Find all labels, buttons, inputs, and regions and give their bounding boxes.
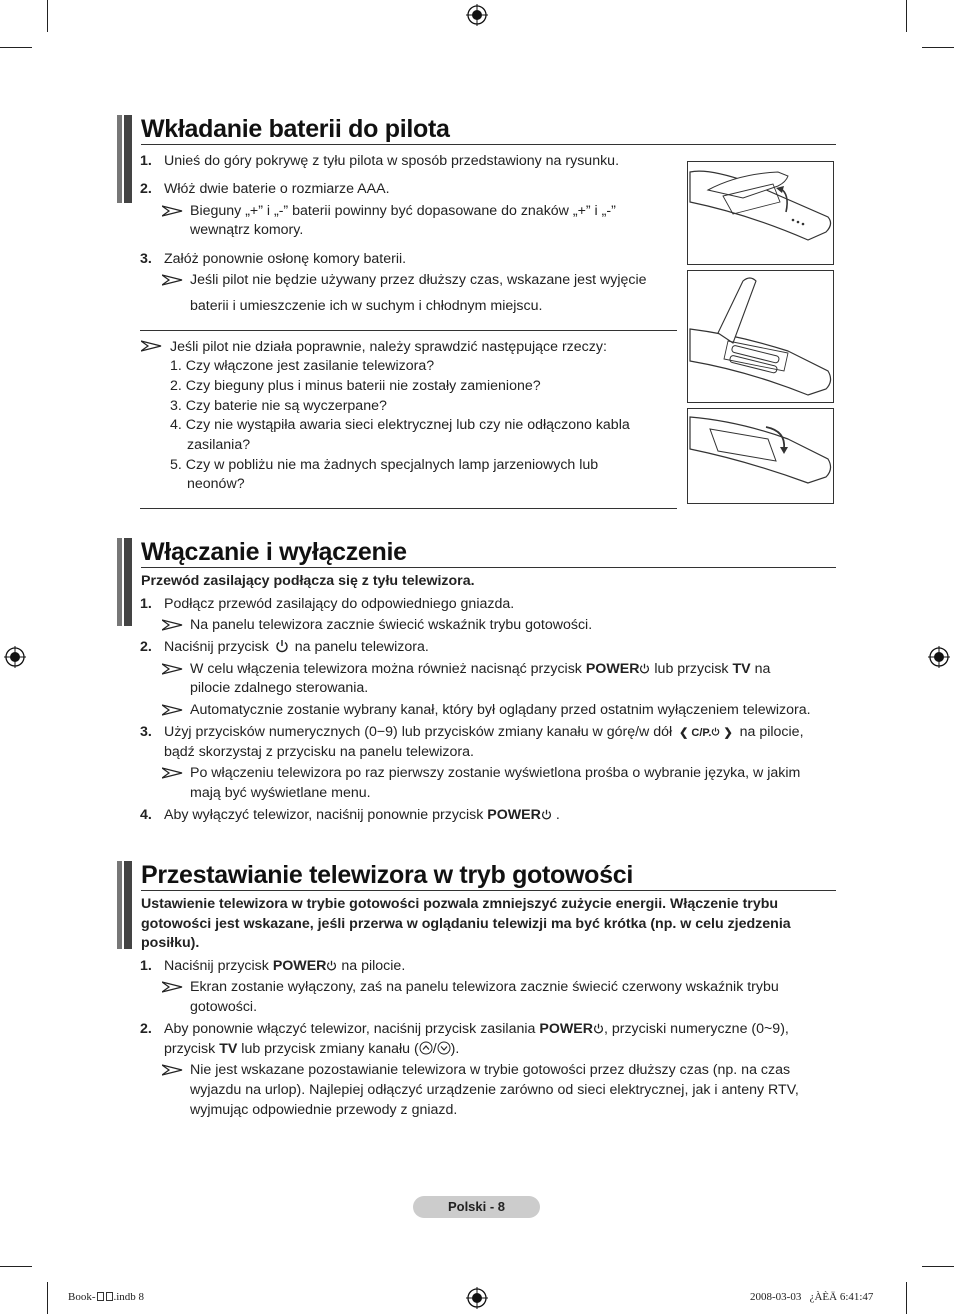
note-arrow-icon (162, 1064, 184, 1076)
note-text: Ekran zostanie wyłączony, zaś na panelu telewizora zacznie świecić czerwony wskaźnik trybu (190, 979, 779, 995)
remote-figure-batteries (687, 270, 834, 403)
step-text-part: na pilocie, (739, 724, 804, 740)
section-intro: Przewód zasilający podłącza się z tyłu telewizora. (141, 573, 475, 589)
remote-illustration (688, 271, 833, 402)
power-label: POWER (585, 661, 640, 677)
heading-bar (117, 538, 122, 626)
section-intro: posiłku). (141, 935, 200, 951)
crop-mark (0, 47, 32, 48)
power-label: POWER (487, 807, 541, 823)
step-text (164, 1040, 459, 1060)
step-text-part: Aby ponownie włączyć telewizor, naciśnij przycisk zasilania (164, 1021, 536, 1037)
power-icon (275, 639, 289, 653)
note-arrow-icon (162, 704, 184, 716)
crop-mark (906, 0, 907, 32)
divider (140, 508, 677, 509)
note-text: Jeśli pilot nie będzie używany przez dłuższy czas, wskazane jest wyjęcie (190, 272, 647, 288)
step-number: 2. (140, 181, 152, 197)
step-number: 2. (140, 639, 152, 655)
step-number: 1. (140, 153, 152, 169)
check-item: 5. Czy w pobliżu nie ma żadnych specjalnych lamp jarzeniowych lub (170, 457, 599, 473)
power-label: POWER (539, 1021, 593, 1037)
note-text: Nie jest wskazane pozostawianie telewizora w trybie gotowości przez dłuższy czas (np. na czas (190, 1062, 791, 1078)
note-arrow-icon (162, 767, 184, 779)
step-text-part: na panelu telewizora. (294, 639, 429, 655)
remote-illustration (688, 409, 833, 503)
crop-mark (906, 1282, 907, 1314)
remote-illustration (688, 162, 833, 264)
cp-label: C/P. (691, 727, 712, 739)
missing-glyph-box (97, 1292, 104, 1301)
registration-mark-icon (928, 646, 950, 668)
check-item: neonów? (187, 476, 245, 492)
power-icon (711, 727, 720, 736)
page-number-badge: Polski - 8 (413, 1196, 540, 1218)
step-text-part: Użyj przycisków numerycznych (0−9) lub przycisków zmiany kanału w górę/w dół (164, 724, 673, 740)
step-text-part: ). (450, 1041, 460, 1057)
note-text-part: W celu włączenia telewizora można również nacisnąć przycisk (190, 661, 582, 677)
step-text: bądź skorzystaj z przycisku na panelu telewizora. (164, 744, 474, 760)
step-number: 3. (140, 724, 152, 740)
step-number: 1. (140, 958, 152, 974)
step-text: Unieś do góry pokrywę z tyłu pilota w sposób przedstawiony na rysunku. (164, 153, 620, 169)
tv-label: TV (732, 661, 751, 677)
section-intro: gotowości jest wskazane, jeśli przerwa w oglądaniu telewizji ma być krótka (np. w celu zjedzenia (141, 916, 791, 932)
note-text: Bieguny „+” i „-” baterii powinny być dopasowane do znaków „+” i „-” (190, 203, 616, 219)
step-text-part: Aby wyłączyć telewizor, naciśnij ponownie przycisk (164, 807, 484, 823)
note-text-part: lub przycisk (654, 661, 729, 677)
step-text: Włóż dwie baterie o rozmiarze AAA. (164, 181, 390, 197)
step-text-part: , przyciski numeryczne (0~9), (603, 1021, 789, 1037)
power-label: POWER (272, 958, 327, 974)
section-heading-standby (117, 861, 836, 891)
power-icon (326, 960, 337, 971)
note-text: pilocie zdalnego sterowania. (190, 680, 369, 696)
registration-mark-icon (466, 1287, 488, 1309)
check-item: zasilania? (187, 437, 251, 453)
slug-text: Book- (68, 1291, 96, 1303)
step-text: Załóż ponownie osłonę komory baterii. (164, 251, 407, 267)
check-intro: Jeśli pilot nie działa poprawnie, należy sprawdzić następujące rzeczy: (170, 339, 607, 355)
step-text-part: przycisk (164, 1041, 216, 1057)
channel-down-icon (437, 1041, 451, 1055)
note-text: Na panelu telewizora zacznie świecić wskaźnik trybu gotowości. (190, 617, 593, 633)
crop-mark (47, 0, 48, 32)
crop-mark (922, 47, 954, 48)
missing-glyph-box (106, 1292, 113, 1301)
step-text (164, 957, 405, 977)
heading-bar (124, 861, 132, 949)
note-text: wyjazdu na urlop). Najlepiej odłączyć urządzenie zarówno od sieci elektrycznej, jak i anteny RTV, (190, 1082, 799, 1098)
step-text (164, 638, 429, 658)
note-text: Automatycznie zostanie wybrany kanał, który był oglądany przed ostatnim wyłączeniem telewizora. (190, 702, 811, 718)
note-text: baterii i umieszczenie ich w suchym i chłodnym miejscu. (190, 298, 543, 314)
note-arrow-icon (141, 340, 163, 352)
power-icon (593, 1023, 604, 1034)
section-title: Włączanie i wyłączenie (141, 538, 407, 566)
crop-mark (0, 1266, 32, 1267)
check-item: 4. Czy nie wystąpiła awaria sieci elektrycznej lub czy nie odłączono kabla (170, 417, 630, 433)
step-text (164, 723, 804, 744)
step-text-part: Naciśnij przycisk (164, 639, 269, 655)
print-slug-right: 2008-03-03 ¿ÀÈÄ 6:41:47 (750, 1291, 874, 1303)
power-icon (541, 809, 552, 820)
step-text (164, 806, 560, 826)
note-arrow-icon (162, 205, 184, 217)
divider (140, 330, 677, 331)
heading-rule (141, 890, 836, 891)
step-text-part: lub przycisk zmiany kanału ( (241, 1041, 419, 1057)
registration-mark-icon (4, 646, 26, 668)
section-heading-power (117, 538, 836, 568)
remote-figure-close-cover (687, 408, 834, 504)
tv-label: TV (219, 1041, 238, 1057)
note-text: Po włączeniu telewizora po raz pierwszy zostanie wyświetlona prośba o wybranie języka, w jakim (190, 765, 801, 781)
section-title: Przestawianie telewizora w tryb gotowości (141, 861, 633, 889)
note-text: mają być wyświetlane menu. (190, 785, 371, 801)
section-title: Wkładanie baterii do pilota (141, 115, 450, 143)
note-arrow-icon (162, 663, 184, 675)
heading-bar (117, 115, 122, 203)
section-intro: Ustawienie telewizora w trybie gotowości pozwala zmniejszyć zużycie energii. Włączenie trybu (141, 896, 779, 912)
section-heading-batteries (117, 115, 836, 145)
note-text: gotowości. (190, 999, 258, 1015)
step-text (164, 1020, 789, 1040)
note-arrow-icon (162, 981, 184, 993)
note-text-part: na (754, 661, 771, 677)
channel-button-label: ❮ C/P. ❯ (679, 727, 733, 739)
check-item: 2. Czy bieguny plus i minus baterii nie zostały zamienione? (170, 378, 541, 394)
step-text-part: / (432, 1041, 437, 1057)
remote-figure-open-cover (687, 161, 834, 265)
step-text-part: . (555, 807, 560, 823)
note-text: wewnątrz komory. (190, 222, 304, 238)
note-arrow-icon (162, 619, 184, 631)
heading-bar (124, 538, 132, 626)
check-item: 1. Czy włączone jest zasilanie telewizora? (170, 358, 435, 374)
note-arrow-icon (162, 274, 184, 286)
step-number: 1. (140, 596, 152, 612)
check-item: 3. Czy baterie nie są wyczerpane? (170, 398, 387, 414)
channel-up-icon (419, 1041, 433, 1055)
step-text-part: na pilocie. (341, 958, 406, 974)
step-text-part: Naciśnij przycisk (164, 958, 269, 974)
registration-mark-icon (466, 4, 488, 26)
step-number: 4. (140, 807, 152, 823)
step-number: 2. (140, 1021, 152, 1037)
print-slug-left (68, 1291, 144, 1303)
step-text: Podłącz przewód zasilający do odpowiedniego gniazda. (164, 596, 515, 612)
power-icon (639, 663, 650, 674)
note-text: wyjmując odpowiednie przewody z gniazd. (190, 1102, 458, 1118)
heading-bar (117, 861, 122, 949)
step-number: 3. (140, 251, 152, 267)
slug-text: .indb 8 (113, 1291, 145, 1303)
note-text (190, 660, 770, 680)
heading-rule (141, 567, 836, 568)
heading-rule (141, 144, 836, 145)
crop-mark (922, 1266, 954, 1267)
crop-mark (47, 1282, 48, 1314)
heading-bar (124, 115, 132, 203)
